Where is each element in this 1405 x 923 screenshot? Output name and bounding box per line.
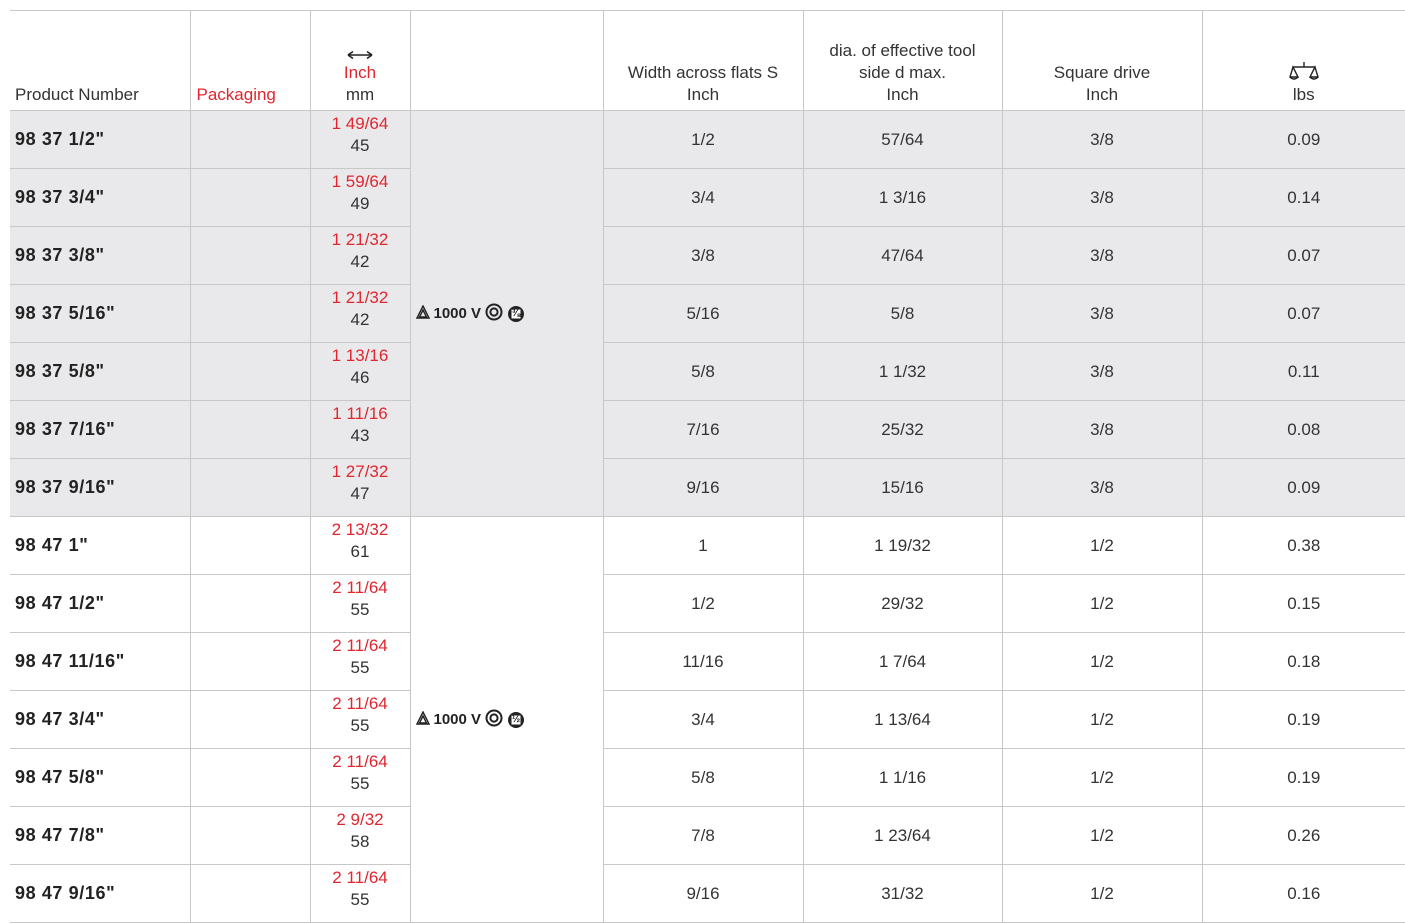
drive-size-badge: ½ <box>507 713 525 727</box>
tool-diameter: 47/64 <box>803 227 1002 285</box>
square-drive: 1/2 <box>1002 633 1202 691</box>
square-drive: 1/2 <box>1002 749 1202 807</box>
width-across-flats: 1/2 <box>603 111 803 169</box>
width-across-flats: 9/16 <box>603 865 803 923</box>
tool-diameter: 15/16 <box>803 459 1002 517</box>
width-across-flats: 7/16 <box>603 401 803 459</box>
table-row <box>10 749 1405 807</box>
square-drive: 1/2 <box>1002 865 1202 923</box>
double-arrow-icon <box>311 48 410 62</box>
header-width-across-flats <box>603 11 803 111</box>
header-weight <box>1202 11 1405 111</box>
width-across-flats: 1 <box>603 517 803 575</box>
length-inch: 2 11/64 <box>311 635 410 657</box>
tool-diameter: 5/8 <box>803 285 1002 343</box>
width-across-flats: 3/8 <box>603 227 803 285</box>
length-cell <box>310 227 410 285</box>
width-across-flats: 7/8 <box>603 807 803 865</box>
weight-lbs: 0.14 <box>1202 169 1405 227</box>
product-number: 98 47 11/16" <box>10 633 190 691</box>
header-square-drive <box>1002 11 1202 111</box>
packaging-cell <box>190 401 310 459</box>
width-across-flats: 5/8 <box>603 343 803 401</box>
length-cell <box>310 691 410 749</box>
weight-lbs: 0.09 <box>1202 459 1405 517</box>
length-mm: 42 <box>311 309 410 331</box>
weight-lbs: 0.15 <box>1202 575 1405 633</box>
table-row <box>10 169 1405 227</box>
length-mm: 55 <box>311 889 410 911</box>
square-drive: 3/8 <box>1002 285 1202 343</box>
product-number: 98 37 5/16" <box>10 285 190 343</box>
weight-lbs: 0.07 <box>1202 227 1405 285</box>
table-row <box>10 575 1405 633</box>
width-across-flats: 3/4 <box>603 691 803 749</box>
square-drive-icon <box>507 711 525 729</box>
length-cell <box>310 749 410 807</box>
width-across-flats: 5/16 <box>603 285 803 343</box>
length-mm: 55 <box>311 657 410 679</box>
voltage-rating: 1000 V <box>434 305 482 322</box>
product-number: 98 47 7/8" <box>10 807 190 865</box>
length-inch: 1 21/32 <box>311 287 410 309</box>
insulated-triangle-icon <box>416 711 430 729</box>
tool-diameter: 1 23/64 <box>803 807 1002 865</box>
length-cell <box>310 517 410 575</box>
length-cell <box>310 285 410 343</box>
packaging-cell <box>190 227 310 285</box>
packaging-cell <box>190 517 310 575</box>
length-mm: 46 <box>311 367 410 389</box>
square-drive: 3/8 <box>1002 343 1202 401</box>
tool-diameter: 1 7/64 <box>803 633 1002 691</box>
length-mm: 55 <box>311 599 410 621</box>
table-row <box>10 633 1405 691</box>
tool-diameter: 57/64 <box>803 111 1002 169</box>
packaging-cell <box>190 343 310 401</box>
weight-lbs: 0.07 <box>1202 285 1405 343</box>
product-number: 98 47 3/4" <box>10 691 190 749</box>
tool-diameter: 31/32 <box>803 865 1002 923</box>
insulated-triangle-icon <box>416 305 430 323</box>
header-row <box>10 11 1405 111</box>
length-inch: 2 11/64 <box>311 577 410 599</box>
length-inch: 2 9/32 <box>311 809 410 831</box>
header-diameter <box>803 11 1002 111</box>
tool-diameter: 1 13/64 <box>803 691 1002 749</box>
tool-diameter: 29/32 <box>803 575 1002 633</box>
product-number: 98 37 9/16" <box>10 459 190 517</box>
length-inch: 2 13/32 <box>311 519 410 541</box>
packaging-cell <box>190 285 310 343</box>
length-inch: 1 27/32 <box>311 461 410 483</box>
product-table <box>10 10 1405 923</box>
square-drive: 1/2 <box>1002 575 1202 633</box>
table-row <box>10 343 1405 401</box>
product-number: 98 37 3/4" <box>10 169 190 227</box>
width-across-flats: 3/4 <box>603 169 803 227</box>
length-mm: 61 <box>311 541 410 563</box>
packaging-cell <box>190 169 310 227</box>
insulation-symbols <box>416 709 526 731</box>
square-drive: 3/8 <box>1002 459 1202 517</box>
product-number: 98 47 9/16" <box>10 865 190 923</box>
header-length-inch: Inch <box>311 62 410 84</box>
square-drive: 3/8 <box>1002 401 1202 459</box>
length-cell <box>310 575 410 633</box>
length-inch: 1 13/16 <box>311 345 410 367</box>
header-dia-label-1: dia. of effective tool <box>804 40 1002 62</box>
length-cell <box>310 865 410 923</box>
scale-icon <box>1203 60 1405 84</box>
packaging-cell <box>190 749 310 807</box>
packaging-cell <box>190 865 310 923</box>
length-cell <box>310 169 410 227</box>
square-drive: 3/8 <box>1002 111 1202 169</box>
weight-lbs: 0.08 <box>1202 401 1405 459</box>
table-row <box>10 865 1405 923</box>
packaging-cell <box>190 691 310 749</box>
table-row <box>10 807 1405 865</box>
symbol-cell <box>410 517 603 923</box>
weight-lbs: 0.26 <box>1202 807 1405 865</box>
table-row <box>10 401 1405 459</box>
square-drive: 1/2 <box>1002 691 1202 749</box>
table-row <box>10 227 1405 285</box>
product-number: 98 37 1/2" <box>10 111 190 169</box>
square-drive: 3/8 <box>1002 169 1202 227</box>
packaging-cell <box>190 111 310 169</box>
length-mm: 49 <box>311 193 410 215</box>
packaging-cell <box>190 459 310 517</box>
drive-size-badge: ⅜ <box>507 307 525 321</box>
length-mm: 58 <box>311 831 410 853</box>
product-number: 98 37 7/16" <box>10 401 190 459</box>
tool-diameter: 1 3/16 <box>803 169 1002 227</box>
length-inch: 1 21/32 <box>311 229 410 251</box>
length-mm: 55 <box>311 773 410 795</box>
tool-diameter: 1 19/32 <box>803 517 1002 575</box>
width-across-flats: 5/8 <box>603 749 803 807</box>
header-square-unit: Inch <box>1003 84 1202 106</box>
insulation-symbols <box>416 303 526 325</box>
header-width-label: Width across flats S <box>604 62 803 84</box>
length-inch: 1 11/16 <box>311 403 410 425</box>
length-cell <box>310 343 410 401</box>
length-inch: 1 49/64 <box>311 113 410 135</box>
voltage-rating: 1000 V <box>434 711 482 728</box>
header-length <box>310 11 410 111</box>
square-drive: 1/2 <box>1002 807 1202 865</box>
square-drive: 1/2 <box>1002 517 1202 575</box>
tool-diameter: 1 1/32 <box>803 343 1002 401</box>
product-number: 98 37 5/8" <box>10 343 190 401</box>
packaging-cell <box>190 807 310 865</box>
table-row <box>10 691 1405 749</box>
width-across-flats: 9/16 <box>603 459 803 517</box>
table-row <box>10 285 1405 343</box>
product-number: 98 37 3/8" <box>10 227 190 285</box>
width-across-flats: 11/16 <box>603 633 803 691</box>
product-number: 98 47 1/2" <box>10 575 190 633</box>
length-inch: 2 11/64 <box>311 693 410 715</box>
width-across-flats: 1/2 <box>603 575 803 633</box>
header-square-label: Square drive <box>1003 62 1202 84</box>
header-length-mm: mm <box>311 84 410 106</box>
weight-lbs: 0.38 <box>1202 517 1405 575</box>
header-packaging: Packaging <box>190 11 310 111</box>
length-cell <box>310 459 410 517</box>
header-dia-label-2: side d max. <box>804 62 1002 84</box>
length-mm: 47 <box>311 483 410 505</box>
header-product-number: Product Number <box>10 11 190 111</box>
weight-lbs: 0.16 <box>1202 865 1405 923</box>
length-mm: 55 <box>311 715 410 737</box>
header-symbols <box>410 11 603 111</box>
ring-icon <box>485 303 503 325</box>
weight-lbs: 0.19 <box>1202 691 1405 749</box>
table-row <box>10 111 1405 169</box>
weight-lbs: 0.11 <box>1202 343 1405 401</box>
length-mm: 42 <box>311 251 410 273</box>
length-mm: 45 <box>311 135 410 157</box>
tool-diameter: 1 1/16 <box>803 749 1002 807</box>
ring-icon <box>485 709 503 731</box>
length-inch: 1 59/64 <box>311 171 410 193</box>
product-number: 98 47 5/8" <box>10 749 190 807</box>
square-drive: 3/8 <box>1002 227 1202 285</box>
packaging-cell <box>190 575 310 633</box>
length-inch: 2 11/64 <box>311 867 410 889</box>
length-cell <box>310 807 410 865</box>
tool-diameter: 25/32 <box>803 401 1002 459</box>
header-weight-unit: lbs <box>1203 84 1405 106</box>
length-inch: 2 11/64 <box>311 751 410 773</box>
length-mm: 43 <box>311 425 410 447</box>
weight-lbs: 0.19 <box>1202 749 1405 807</box>
length-cell <box>310 401 410 459</box>
table-row <box>10 459 1405 517</box>
table-row <box>10 517 1405 575</box>
header-dia-unit: Inch <box>804 84 1002 106</box>
header-width-unit: Inch <box>604 84 803 106</box>
packaging-cell <box>190 633 310 691</box>
length-cell <box>310 633 410 691</box>
square-drive-icon <box>507 305 525 323</box>
weight-lbs: 0.09 <box>1202 111 1405 169</box>
product-number: 98 47 1" <box>10 517 190 575</box>
weight-lbs: 0.18 <box>1202 633 1405 691</box>
length-cell <box>310 111 410 169</box>
symbol-cell <box>410 111 603 517</box>
